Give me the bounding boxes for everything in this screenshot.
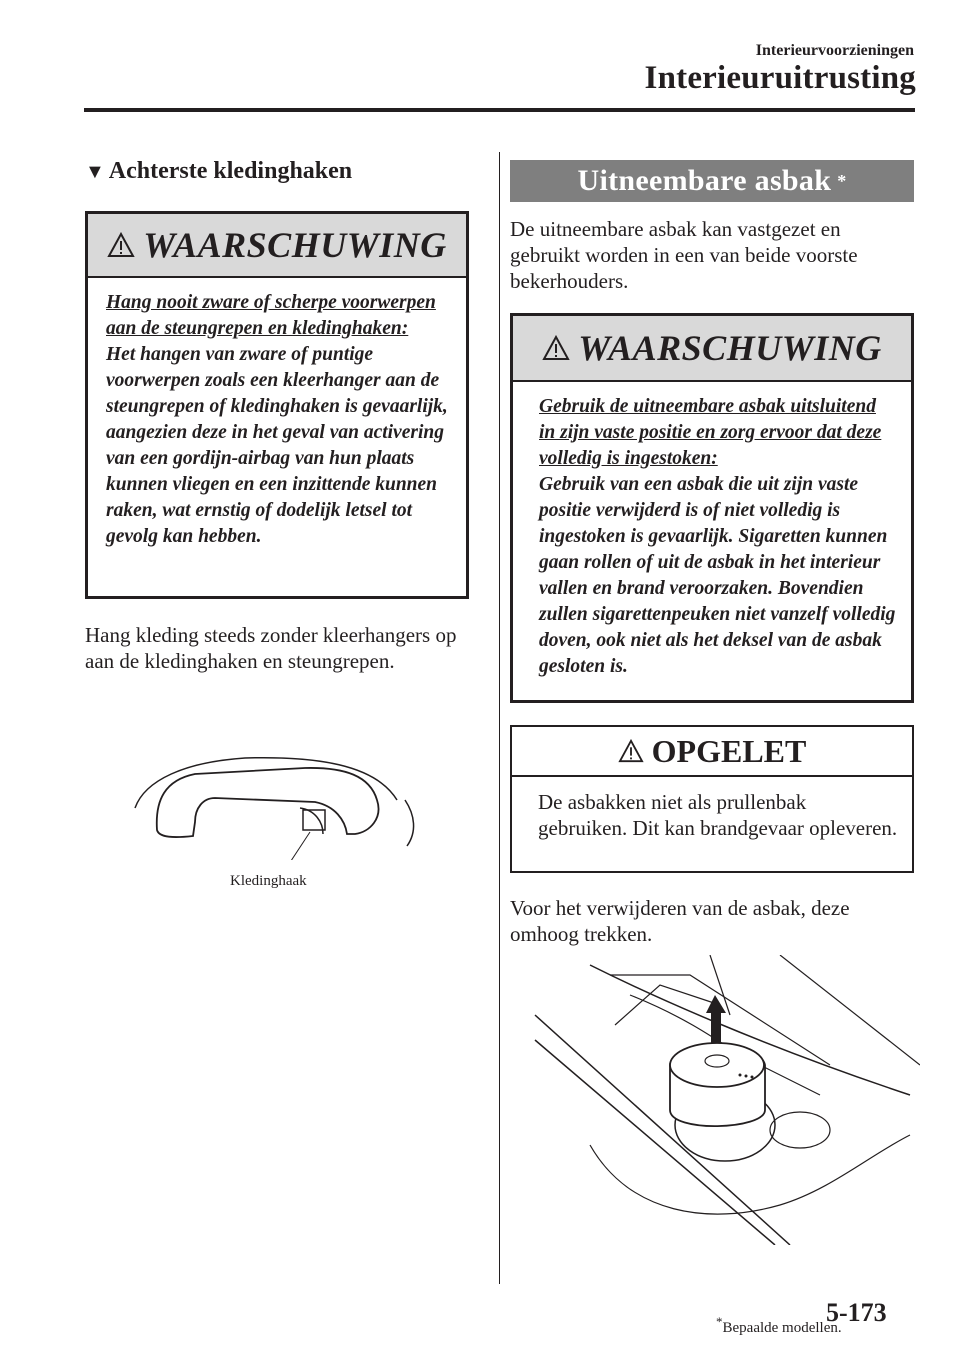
warning-header [88, 214, 466, 278]
warning-triangle-icon [542, 335, 570, 361]
header-rule [84, 108, 915, 112]
page-title: Interieuruitrusting [644, 60, 916, 96]
section-heading [85, 158, 352, 185]
warning-box-right [510, 313, 914, 703]
warning-lead: Hang nooit zware of scherpe voorwerpen aan de steungrepen en kledinghaken: [106, 292, 436, 339]
warning-header [513, 316, 911, 382]
warning-text: Gebruik van een asbak die uit zijn vaste positie verwijderd is of niet volledig is ingestoken is gevaarlijk. Sigaretten kunnen gaan rollen of uit de asbak in het interieur vallen en brand veroorzaken. Bovendien zullen sigarettenpeuken niet vanzelf volledig doven, ook niet als het deksel van de asbak gesloten is. [539, 474, 896, 677]
warning-triangle-icon [618, 739, 644, 763]
warning-body [513, 382, 911, 690]
caution-body: De asbakken niet als prullenbak gebruiken. Dit kan brandgevaar opleveren. [538, 790, 898, 840]
figure-caption-hook: Kledinghaak [230, 873, 307, 889]
section-band [510, 160, 914, 202]
warning-label: WAARSCHUWING [578, 328, 882, 368]
warning-body [88, 278, 466, 560]
caution-box [510, 725, 914, 873]
paragraph-left: Hang kleding steeds zonder kleerhangers op aan de kledinghaken en steungrepen. [85, 623, 457, 673]
paragraph-intro: De uitneembare asbak kan vastgezet en gebruikt worden in een van beide voorste bekerhouders. [510, 217, 858, 293]
paragraph-removal: Voor het verwijderen van de asbak, deze omhoog trekken. [510, 896, 850, 946]
warning-text: Het hangen van zware of puntige voorwerpen zoals een kleerhanger aan de steungrepen of kledinghaken is gevaarlijk, aangezien deze in het geval van activering van een gordijn-airbag van hun plaats kunnen vliegen en een inzittende kunnen raken, wat ernstig of dodelijk letsel tot gevolg kan hebben. [106, 344, 448, 547]
footer-note-text: Bepaalde modellen. [722, 1320, 842, 1336]
ashtray-illustration [530, 955, 920, 1245]
warning-lead: Gebruik de uitneembare asbak uitsluitend in zijn vaste positie en zorg ervoor dat deze volledig is ingestoken: [539, 396, 882, 469]
header-subtitle: Interieurvoorzieningen [755, 42, 914, 59]
optional-marker: * [837, 170, 847, 191]
warning-triangle-icon [107, 232, 135, 258]
section-marker-icon: ▼ [85, 161, 105, 183]
optional-marker: * [716, 1314, 723, 1329]
caution-label: OPGELET [651, 732, 807, 769]
warning-box-left [85, 211, 469, 599]
caution-header [512, 727, 912, 777]
section-heading-text: Achterste kledinghaken [108, 158, 353, 184]
clothes-hook-illustration [125, 740, 435, 860]
section-band-title: Uitneembare asbak [577, 164, 832, 197]
footer-note [716, 1314, 842, 1337]
warning-label: WAARSCHUWING [143, 225, 447, 265]
page-number: 5-173 [826, 1298, 887, 1327]
column-divider [499, 152, 500, 1284]
